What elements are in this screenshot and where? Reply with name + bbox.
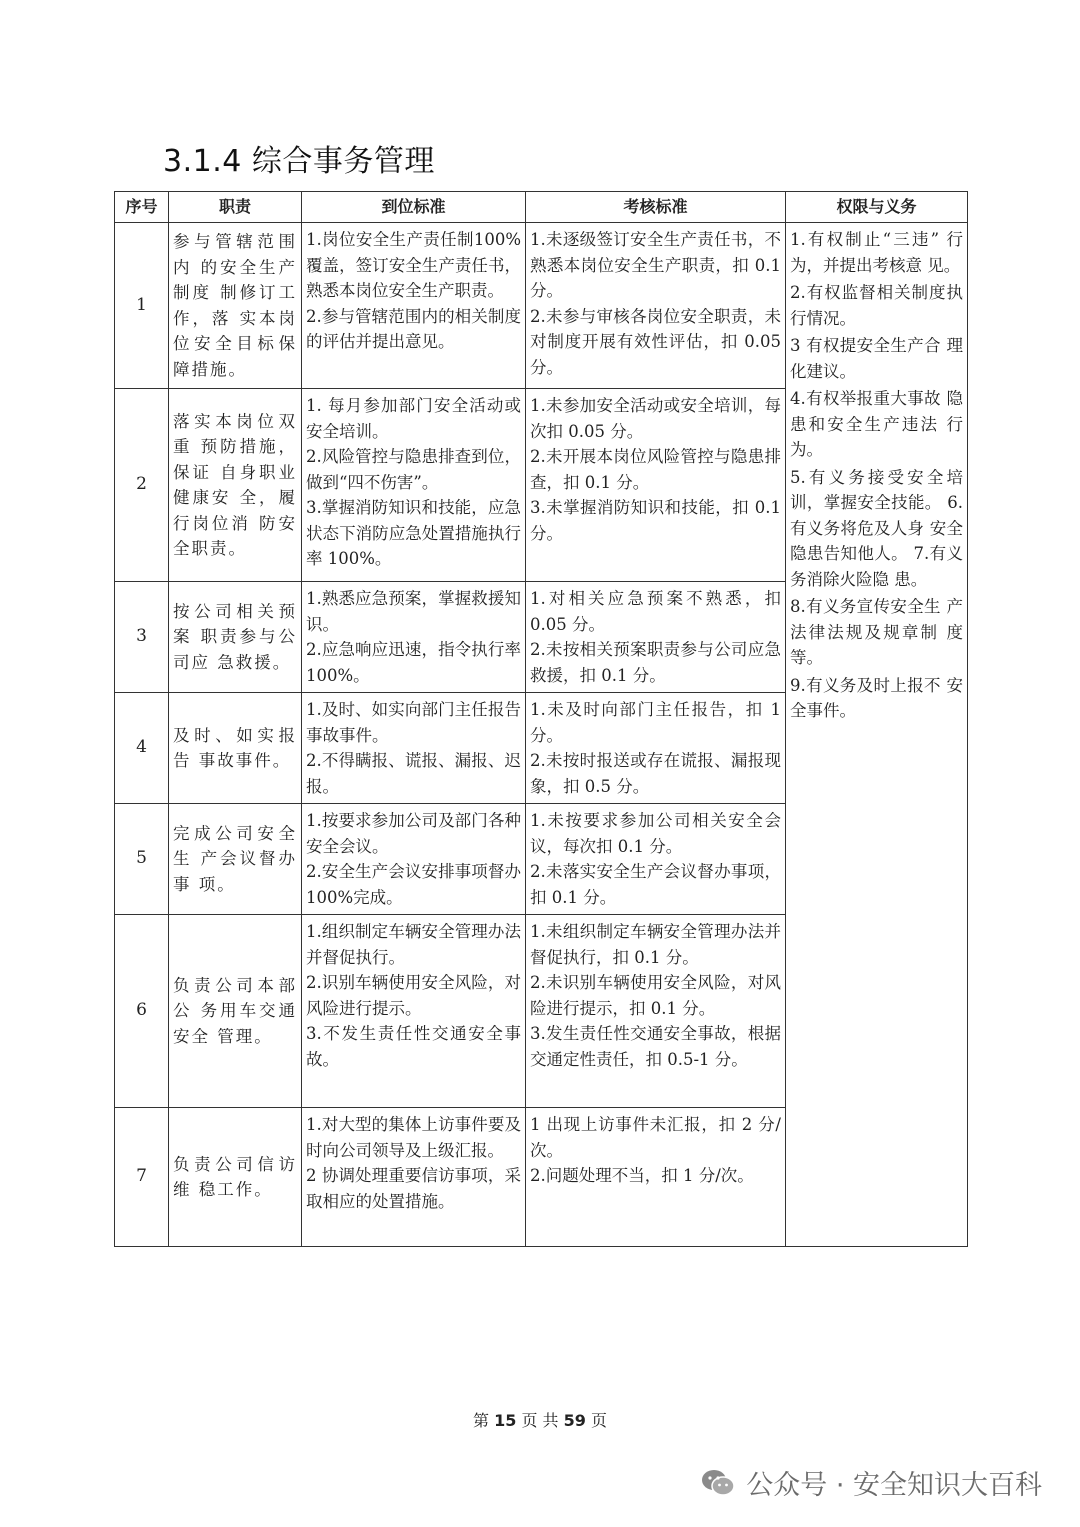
header-duty: 职责 (169, 192, 302, 223)
standard-item: 2.参与管辖范围内的相关制度的评估并提出意见。 (306, 306, 521, 351)
duty-cell: 落实本岗位双重 预防措施，保证 自身职业健康安 全，履行岗位消 防安全职责。 (169, 389, 302, 582)
rights-item: 4.有权举报重大事故 隐患和安全生产违法 行为。 (790, 389, 963, 459)
standard-item: 1.岗位安全生产责任制100%覆盖，签订安全生产责任书，熟悉本岗位安全生产职责。 (306, 230, 521, 300)
standard-cell (302, 915, 526, 1108)
standard-item: 1.组织制定车辆安全管理办法并督促执行。 (306, 922, 521, 967)
duty-cell: 按公司相关预案 职责参与公司应 急救援。 (169, 582, 302, 693)
assessment-item: 1.未逐级签订安全生产责任书，不熟悉本岗位安全生产职责，扣 0.1 分。 (530, 230, 781, 300)
assessment-cell (526, 693, 786, 804)
footer-total-pages: 59 (563, 1411, 586, 1430)
assessment-item: 2.未识别车辆使用安全风险，对风险进行提示，扣 0.1 分。 (530, 973, 781, 1018)
row-number: 3 (115, 582, 169, 693)
standard-item: 2.识别车辆使用安全风险，对风险进行提示。 (306, 973, 521, 1018)
footer-middle: 页 共 (516, 1411, 564, 1430)
assessment-cell (526, 804, 786, 915)
standard-item: 2.风险管控与隐患排查到位，做到“四不伤害”。 (306, 447, 521, 492)
assessment-item: 2.未参与审核各岗位安全职责，未对制度开展有效性评估，扣 0.05 分。 (530, 306, 781, 377)
row-number: 6 (115, 915, 169, 1108)
rights-item: 8.有义务宣传安全生 产法律法规及规章制 度等。 (790, 597, 963, 667)
rights-item: 2.有权监督相关制度执行情况。 (790, 283, 963, 328)
row-number: 4 (115, 693, 169, 804)
row-number: 5 (115, 804, 169, 915)
standard-cell (302, 582, 526, 693)
rights-item: 3 有权提安全生产合 理化建议。 (790, 336, 963, 381)
duty-table (114, 191, 968, 1247)
assessment-item: 2.未落实安全生产会议督办事项，扣 0.1 分。 (530, 862, 781, 907)
row-number: 1 (115, 223, 169, 389)
footer-prefix: 第 (473, 1411, 495, 1430)
duty-cell: 负责公司信访维 稳工作。 (169, 1108, 302, 1247)
section-heading: 3.1.4 综合事务管理 (163, 144, 435, 179)
assessment-item: 2.未按相关预案职责参与公司应急救援，扣 0.1 分。 (530, 640, 781, 685)
assessment-item: 1 出现上访事件未汇报，扣 2 分/次。 (530, 1115, 781, 1160)
header-num: 序号 (115, 192, 169, 223)
header-rights: 权限与义务 (786, 192, 968, 223)
duty-cell: 及时、如实报告 事故事件。 (169, 693, 302, 804)
watermark-text: 公众号 · 安全知识大百科 (746, 1470, 1042, 1501)
assessment-cell (526, 389, 786, 582)
rights-item: 1.有权制止“三违” 行为，并提出考核意 见。 (790, 230, 963, 275)
row-number: 7 (115, 1108, 169, 1247)
watermark (700, 1463, 1042, 1502)
standard-item: 1.按要求参加公司及部门各种安全会议。 (306, 811, 521, 856)
standard-item: 1.对大型的集体上访事件要及时向公司领导及上级汇报。 (306, 1115, 521, 1160)
assessment-cell (526, 915, 786, 1108)
standard-cell (302, 223, 526, 389)
rights-item: 9.有义务及时上报不 安全事件。 (790, 675, 963, 720)
standard-item: 3.不发生责任性交通安全事故。 (306, 1024, 521, 1069)
standard-item: 2.不得瞒报、谎报、漏报、迟报。 (306, 751, 521, 796)
assessment-item: 1.对相关应急预案不熟悉，扣 0.05 分。 (530, 589, 781, 634)
assessment-item: 2.问题处理不当，扣 1 分/次。 (530, 1166, 754, 1185)
table-row (115, 223, 968, 389)
assessment-item: 2.未开展本岗位风险管控与隐患排查，扣 0.1 分。 (530, 447, 781, 492)
assessment-item: 1.未组织制定车辆安全管理办法并督促执行，扣 0.1 分。 (530, 922, 781, 967)
standard-item: 1.及时、如实向部门主任报告事故事件。 (306, 700, 521, 745)
assessment-item: 1.未及时向部门主任报告，扣 1 分。 (530, 700, 781, 745)
duty-cell: 完成公司安全生 产会议督办事 项。 (169, 804, 302, 915)
header-standard: 到位标准 (302, 192, 526, 223)
rights-item: 5.有义务接受安全培 训，掌握安全技能。 6.有义务将危及人身 安全隐患告知他人。 7.有义务消除火险隐 患。 (790, 467, 963, 589)
header-assessment: 考核标准 (526, 192, 786, 223)
assessment-item: 1.未按要求参加公司相关安全会议，每次扣 0.1 分。 (530, 811, 781, 856)
standard-item: 2 协调处理重要信访事项，采取相应的处置措施。 (306, 1166, 521, 1211)
standard-item: 1.熟悉应急预案，掌握救援知识。 (306, 589, 521, 634)
footer-page-number: 15 (494, 1411, 517, 1430)
standard-item: 1. 每月参加部门安全活动或安全培训。 (306, 396, 521, 441)
duty-cell: 参与管辖范围内 的安全生产制度 制修订工作，落 实本岗位安全目标保障措施。 (169, 223, 302, 389)
duty-cell: 负责公司本部公 务用车交通安全 管理。 (169, 915, 302, 1108)
wechat-icon (700, 1468, 736, 1498)
standard-item: 2.应急响应迅速，指令执行率 100%。 (306, 640, 521, 685)
standard-item: 2.安全生产会议安排事项督办 100%完成。 (306, 862, 521, 907)
assessment-cell (526, 582, 786, 693)
assessment-item: 3.发生责任性交通安全事故，根据交通定性责任，扣 0.5-1 分。 (530, 1024, 781, 1069)
footer-suffix: 页 (585, 1411, 607, 1430)
table-header-row (115, 192, 968, 223)
row-number: 2 (115, 389, 169, 582)
page-footer (0, 1408, 1080, 1431)
assessment-cell (526, 223, 786, 389)
rights-cell (786, 223, 968, 1247)
assessment-item: 1.未参加安全活动或安全培训，每次扣 0.05 分。 (530, 396, 781, 441)
standard-cell (302, 804, 526, 915)
assessment-cell (526, 1108, 786, 1247)
standard-cell (302, 1108, 526, 1247)
standard-cell (302, 389, 526, 582)
standard-cell (302, 693, 526, 804)
assessment-item: 2.未按时报送或存在谎报、漏报现象，扣 0.5 分。 (530, 751, 781, 796)
standard-item: 3.掌握消防知识和技能，应急状态下消防应急处置措施执行率 100%。 (306, 498, 521, 568)
assessment-item: 3.未掌握消防知识和技能，扣 0.1 分。 (530, 498, 781, 543)
